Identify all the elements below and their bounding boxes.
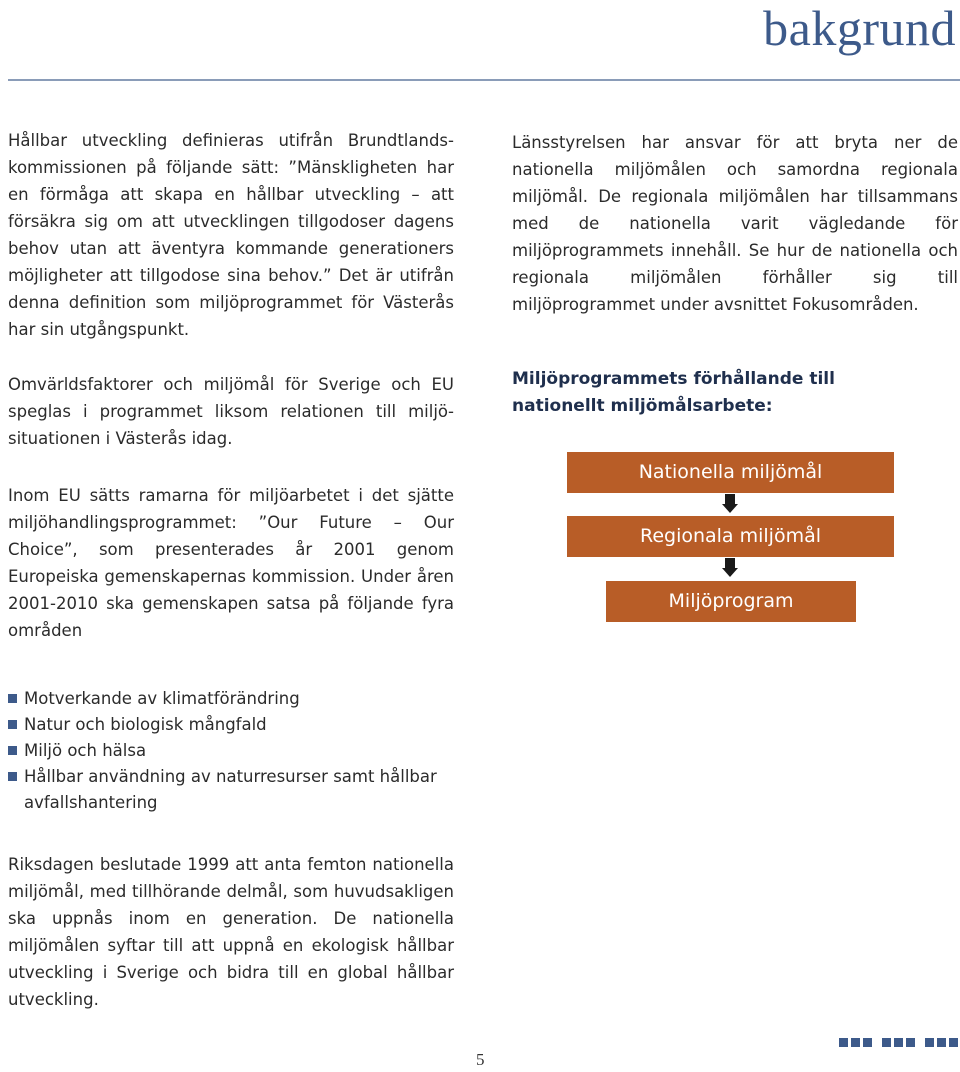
paragraph-riksdagen: Riksdagen beslutade 1999 att anta femton nationella miljömål, med tillhörande delmål, som huvudsakligen ska uppnås inom en generation. De nationella miljömålen syftar till att uppnå en ekologisk hållbar utveckling i Sverige och bidra till en global hållbar utveckling. (8, 855, 454, 1009)
dot-group-icon (925, 1038, 958, 1047)
paragraph-omvarld: Omvärldsfaktorer och miljömål för Sverige och EU speglas i programmet liksom relationen till miljösituationen i Västerås idag. (8, 375, 454, 448)
bullet-square-icon (8, 746, 17, 755)
header-divider (8, 79, 960, 81)
decorative-dots (839, 1038, 958, 1047)
paragraph-definition: Hållbar utveckling definieras utifrån Brundtlandskommissionen på följande sätt: ”Mänskligheten har en förmåga att skapa en hållbar utveckling – att försäkra sig om att utvecklingen tillgodoser dagens behov utan att äventyra kommande generationers möjligheter att tillgodose sina behov.” Det är utifrån denna definition som miljöprogrammet för Västerås har sin utgångspunkt. (8, 131, 454, 339)
paragraph-lansstyrelsen: Länsstyrelsen har ansvar för att bryta ner de nationella miljömålen och samordna regionala miljömål. De regionala miljömålen har tillsammans med de nationella varit vägledande för miljöprogrammets innehåll. Se hur de nationella och regionala miljömålen förhåller sig till miljöprogrammet under avsnittet Fokusområden. (512, 133, 958, 314)
bullet-square-icon (8, 720, 17, 729)
list-item (8, 738, 454, 764)
page-number: 5 (476, 1050, 485, 1069)
dot-group-icon (882, 1038, 915, 1047)
right-column (512, 129, 958, 420)
left-column (8, 127, 454, 1013)
box-regionala-miljomal: Regionala miljömål (567, 516, 894, 557)
diagram-heading-line2: nationellt miljömålsarbete: (512, 396, 773, 416)
diagram-heading-line1: Miljöprogrammets förhållande till (512, 369, 835, 389)
list-item-text: Miljö och hälsa (24, 741, 147, 760)
diagram-heading (512, 366, 958, 420)
box-miljoprogram: Miljöprogram (606, 581, 856, 622)
box-nationella-miljomal: Nationella miljömål (567, 452, 894, 493)
dot-group-icon (839, 1038, 872, 1047)
list-item-text: Natur och biologisk mångfald (24, 715, 267, 734)
paragraph-eu: Inom EU sätts ramarna för miljöarbetet i det sjätte miljöhandlingsprogrammet: ”Our Future – Our Choice”, som presenterades år 2001 genom Europeiska gemenskapernas kommission. Under åren 2001-2010 ska gemenskapen satsa på följande fyra områden (8, 486, 454, 640)
list-item (8, 686, 454, 712)
bullet-square-icon (8, 694, 17, 703)
bullet-square-icon (8, 772, 17, 781)
list-item-text: Hållbar användning av naturresurser samt hållbar avfallshantering (24, 767, 437, 812)
section-title: bakgrund (763, 0, 956, 56)
list-item-text: Motverkande av klimatförändring (24, 689, 300, 708)
list-item (8, 764, 454, 816)
list-item (8, 712, 454, 738)
focus-areas-list (8, 686, 454, 816)
